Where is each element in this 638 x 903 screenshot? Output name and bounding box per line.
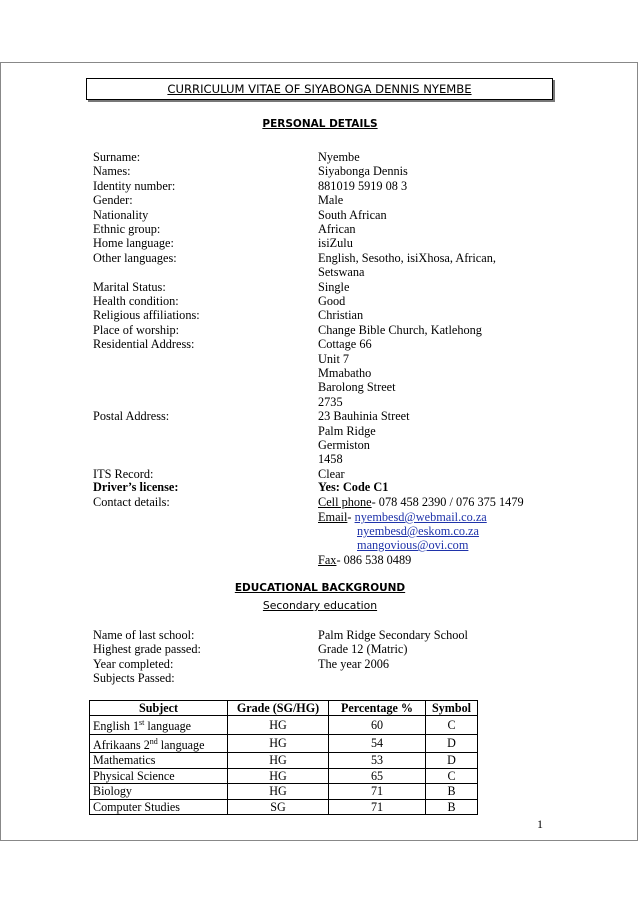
cell-percentage: 71 <box>329 784 426 799</box>
cell-subject <box>90 799 228 814</box>
personal-value: Palm Ridge <box>318 423 376 438</box>
personal-label: Names: <box>93 164 131 179</box>
personal-value: Change Bible Church, Katlehong <box>318 322 482 337</box>
table-row <box>90 716 478 734</box>
subject-name: Afrikaans 2 <box>93 737 150 752</box>
personal-value: 23 Bauhinia Street <box>318 409 410 424</box>
email-link-1[interactable]: nyembesd@webmail.co.za <box>354 510 487 524</box>
personal-value: South African <box>318 207 387 222</box>
school-value: Palm Ridge Secondary School <box>318 628 468 642</box>
table-row <box>90 799 478 814</box>
fax-line <box>318 553 411 567</box>
personal-label: Place of worship: <box>93 322 180 337</box>
cell-symbol: D <box>426 753 478 768</box>
email-line <box>318 510 487 524</box>
cell-symbol: C <box>426 716 478 734</box>
personal-label: Religious affiliations: <box>93 308 200 323</box>
subjects-table <box>89 700 478 815</box>
table-row <box>90 734 478 752</box>
cell-phone-label: Cell phone <box>318 495 372 509</box>
fax-label: Fax <box>318 553 337 567</box>
school-value: The year 2006 <box>318 656 390 671</box>
personal-value: Barolong Street <box>318 380 396 395</box>
personal-value: 2735 <box>318 394 343 409</box>
cell-percentage: 53 <box>329 753 426 768</box>
subject-name: Computer Studies <box>93 799 181 814</box>
subject-name: Physical Science <box>93 768 175 783</box>
educational-background-heading: EDUCATIONAL BACKGROUND <box>234 582 406 594</box>
cell-subject <box>90 753 228 768</box>
cell-grade: HG <box>228 753 329 768</box>
contact-label: Contact details: <box>93 495 170 509</box>
personal-value: Single <box>318 279 350 294</box>
subject-suffix: language <box>157 737 205 752</box>
header-percentage: Percentage % <box>329 701 426 716</box>
personal-label: Health condition: <box>93 294 179 308</box>
secondary-education-heading: Secondary education <box>262 599 378 612</box>
email-link-2-text[interactable]: nyembesd@eskom.co.za <box>357 524 479 538</box>
subject-name: Biology <box>93 784 132 799</box>
personal-value: 881019 5919 08 3 <box>318 178 408 193</box>
cell-percentage: 71 <box>329 799 426 814</box>
cell-symbol: B <box>426 799 478 814</box>
table-body <box>90 716 478 815</box>
table-header-row <box>90 701 478 716</box>
cell-grade: HG <box>228 734 329 752</box>
email-dash: - <box>347 510 352 524</box>
email-link-2[interactable] <box>357 524 479 538</box>
personal-label: Identity number: <box>93 178 176 193</box>
personal-label: Postal Address: <box>93 409 170 424</box>
personal-label: Home language: <box>93 236 174 251</box>
personal-value: African <box>318 222 356 236</box>
cv-title: CURRICULUM VITAE OF SIYABONGA DENNIS NYEMBE <box>86 78 553 100</box>
table-row <box>90 784 478 799</box>
header-grade: Grade (SG/HG) <box>228 701 329 716</box>
cell-symbol: D <box>426 734 478 752</box>
table-row <box>90 753 478 768</box>
personal-value: Clear <box>318 466 345 481</box>
school-label: Year completed: <box>93 656 174 671</box>
cell-subject <box>90 784 228 799</box>
personal-value: Unit 7 <box>318 351 350 366</box>
page-number: 1 <box>537 817 543 831</box>
personal-value: Christian <box>318 308 364 323</box>
personal-label: Other languages: <box>93 250 177 265</box>
personal-value: Cottage 66 <box>318 337 372 352</box>
personal-value: Siyabonga Dennis <box>318 164 408 179</box>
school-label: Subjects Passed: <box>93 671 175 686</box>
cell-grade: HG <box>228 768 329 783</box>
cell-percentage: 65 <box>329 768 426 783</box>
personal-label: ITS Record: <box>93 466 154 481</box>
personal-label: Nationality <box>93 207 149 222</box>
cell-grade: HG <box>228 784 329 799</box>
personal-label: Ethnic group: <box>93 222 161 236</box>
table-row <box>90 768 478 783</box>
personal-label: Residential Address: <box>93 337 195 352</box>
personal-value: Mmabatho <box>318 366 372 380</box>
email-label: Email <box>318 510 348 524</box>
cell-grade: HG <box>228 716 329 734</box>
subject-ordinal: nd <box>149 736 158 746</box>
drivers-license-label: Driver’s license: <box>93 480 179 494</box>
subject-name: English 1 <box>93 719 140 734</box>
email-link-3[interactable] <box>357 538 468 552</box>
fax-value: - 086 538 0489 <box>336 553 412 567</box>
school-value: Grade 12 (Matric) <box>318 642 408 657</box>
personal-value: 1458 <box>318 452 343 467</box>
cell-subject <box>90 768 228 783</box>
cell-percentage: 54 <box>329 734 426 752</box>
cell-grade: SG <box>228 799 329 814</box>
personal-value: Good <box>318 294 346 308</box>
personal-value: English, Sesotho, isiXhosa, African, <box>318 250 496 265</box>
personal-value: Male <box>318 193 344 208</box>
header-symbol: Symbol <box>426 701 478 716</box>
cell-subject <box>90 716 228 734</box>
header-subject: Subject <box>90 701 228 716</box>
cell-symbol: B <box>426 784 478 799</box>
personal-value: Nyembe <box>318 150 360 164</box>
subject-ordinal: st <box>139 718 145 728</box>
drivers-license-value: Yes: Code C1 <box>318 480 389 494</box>
personal-label: Gender: <box>93 193 133 208</box>
subject-name: Mathematics <box>93 753 156 768</box>
school-label: Name of last school: <box>93 628 195 642</box>
personal-label: Surname: <box>93 150 141 164</box>
cell-phone-line <box>318 495 524 509</box>
cell-phone-value: - 078 458 2390 / 076 375 1479 <box>371 495 524 509</box>
personal-details-heading: PERSONAL DETAILS <box>262 118 378 130</box>
personal-value: Germiston <box>318 438 370 452</box>
cell-subject <box>90 734 228 752</box>
personal-value: Setswana <box>318 265 365 280</box>
subject-suffix: language <box>144 719 192 734</box>
cell-percentage: 60 <box>329 716 426 734</box>
personal-label: Marital Status: <box>93 279 166 294</box>
cell-symbol: C <box>426 768 478 783</box>
school-label: Highest grade passed: <box>93 642 201 657</box>
email-link-3-text[interactable]: mangovious@ovi.com <box>357 538 469 552</box>
personal-value: isiZulu <box>318 236 353 251</box>
